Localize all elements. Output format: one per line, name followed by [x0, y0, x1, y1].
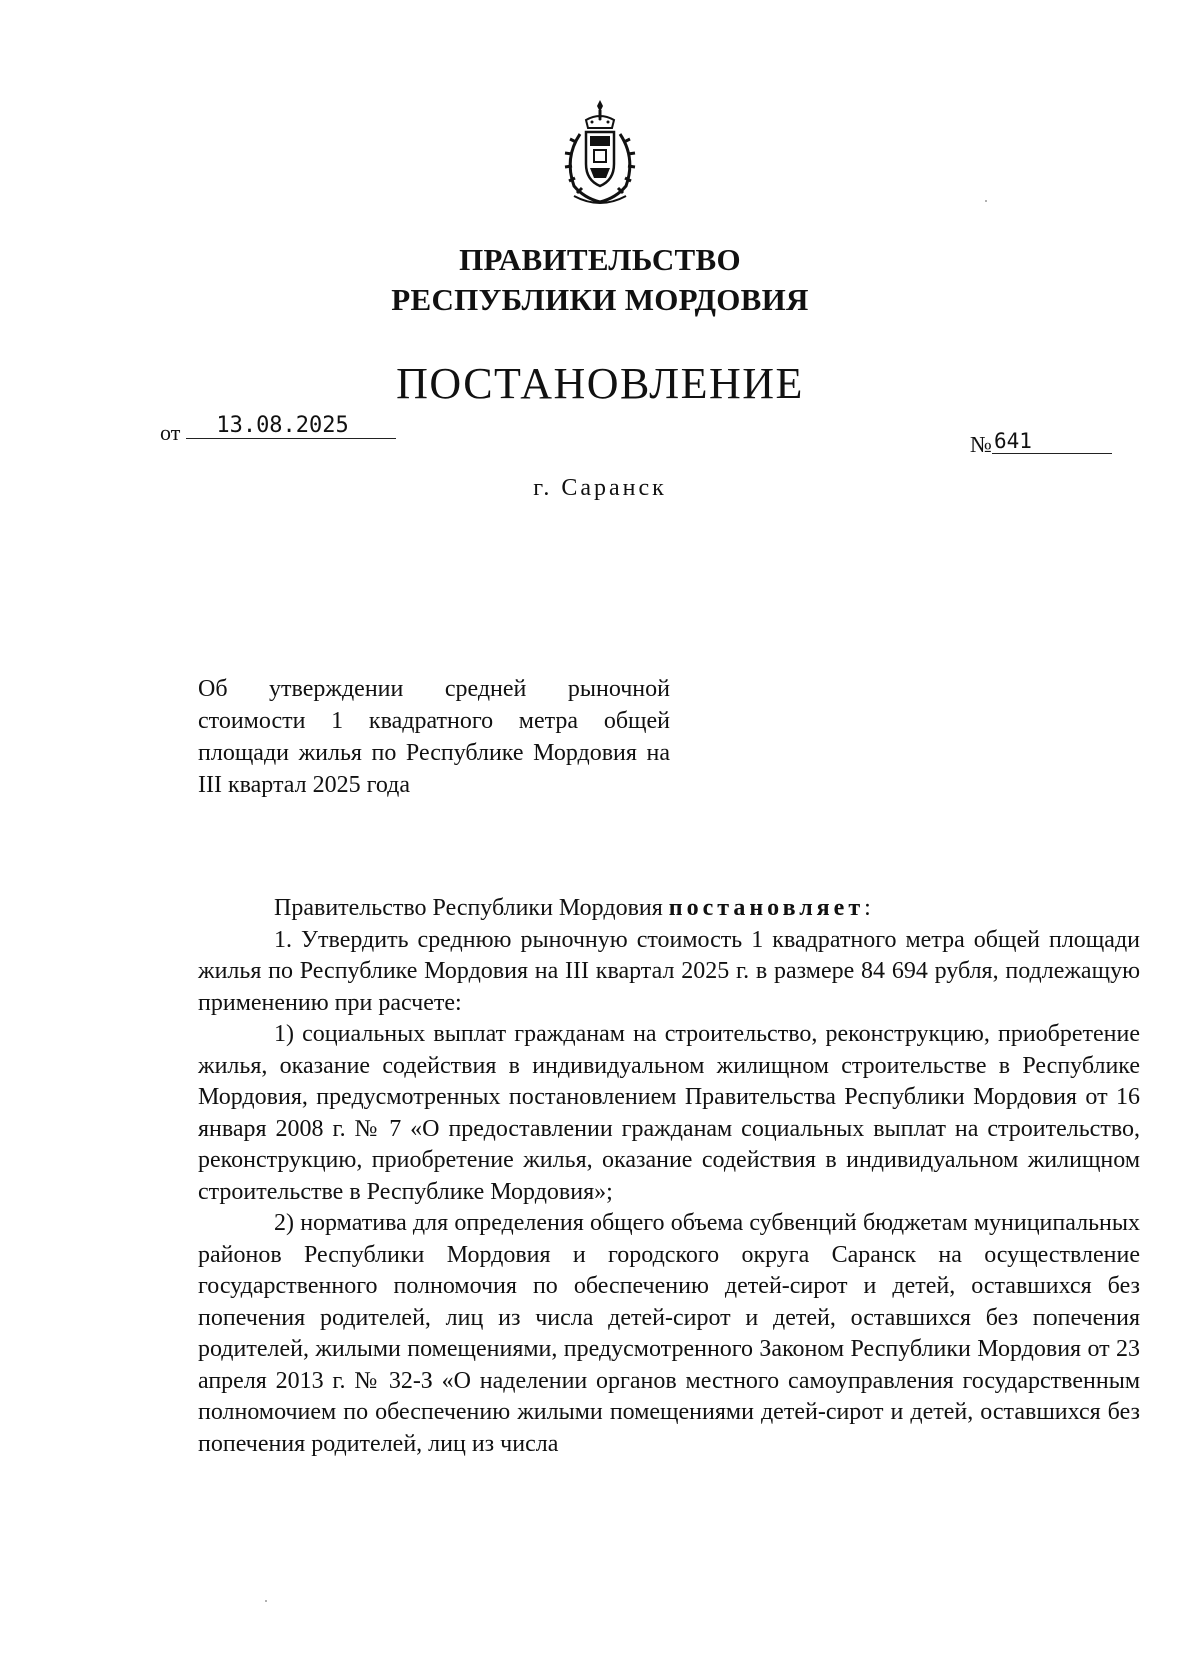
paragraph-1: 1. Утвердить среднюю рыночную стоимость 1 квадратного метра общей площади жилья по Республике Мордовия на III квартал 2025 г. в размере 84 694 рубля, подлежащую применению при расчете:: [198, 926, 1140, 1016]
coat-of-arms-emblem: [550, 98, 650, 210]
date-prefix: от: [160, 420, 181, 445]
intro-colon: :: [864, 895, 871, 921]
decree-number: [970, 429, 1112, 458]
government-title-line1: ПРАВИТЕЛЬСТВО: [459, 242, 741, 277]
paragraph-1-1: 1) социальных выплат гражданам на строительство, реконструкцию, приобретение жилья, оказание содействия в индивидуальном жилищном строительстве в Республике Мордовия, предусмотренных постановлением Правительства Республики Мордовия от 16 января 2008 г. № 7 «О предоставлении гражданам социальных выплат на строительство, реконструкцию, приобретение жилья, оказание содействия в индивидуальном жилищном строительстве в Республике Мордовия»;: [198, 1021, 1140, 1205]
intro-paragraph: [198, 893, 1140, 925]
number-prefix: №: [970, 432, 992, 457]
government-title-line2: РЕСПУБЛИКИ МОРДОВИЯ: [391, 282, 809, 317]
city-line: г. Саранск: [533, 475, 667, 501]
paragraph-1-2: 2) норматива для определения общего объема субвенций бюджетам муниципальных районов Республики Мордовия и городского округа Саранск на осуществление государственного полномочия по обеспечению детей-сирот и детей, оставшихся без попечения родителей, лиц из числа детей-сирот и детей, оставшихся без попечения родителей, жилыми помещениями, предусмотренного Законом Республики Мордовия от 23 апреля 2013 г. № 32-З «О наделении органов местного самоуправления государственным полномочием по обеспечению жилыми помещениями детей-сирот и детей, оставшихся без попечения родителей, лиц из числа: [198, 1210, 1140, 1457]
decree-type-heading: ПОСТАНОВЛЕНИЕ: [396, 359, 804, 408]
decree-date: [160, 413, 396, 447]
scan-speck: [265, 1600, 267, 1602]
scan-speck: [985, 200, 987, 202]
intro-text: Правительство Республики Мордовия: [274, 895, 663, 921]
intro-spaced-verb: постановляет: [668, 895, 865, 921]
government-title: [300, 240, 900, 320]
decree-body: [198, 893, 1140, 1460]
number-value: 641: [992, 429, 1112, 454]
date-value: 13.08.2025: [186, 413, 396, 439]
decree-subject: Об утверждении средней рыночной стоимости 1 квадратного метра общей площади жилья по Республике Мордовия на III квартал 2025 года: [198, 676, 670, 798]
